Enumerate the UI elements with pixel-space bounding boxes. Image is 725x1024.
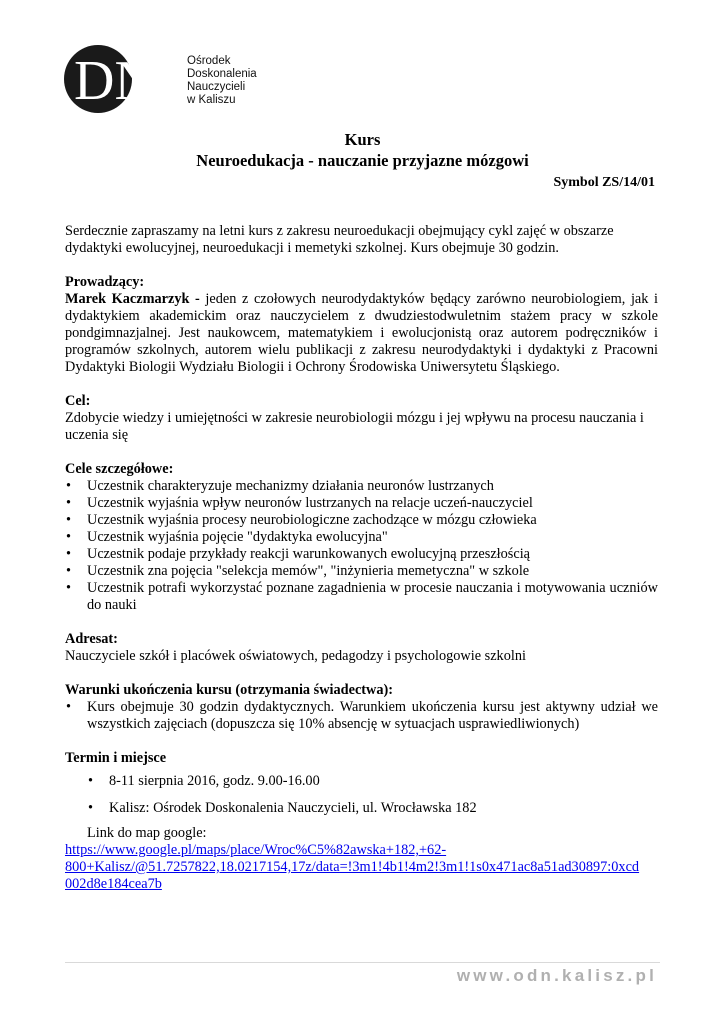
logo-text: [187, 55, 257, 107]
schedule-date: • 8-11 sierpnia 2016, godz. 9.00-16.00: [87, 773, 658, 790]
logo-line: Doskonalenia: [187, 68, 257, 80]
course-title: Neuroedukacja - nauczanie przyjazne mózgowi: [196, 151, 529, 170]
map-label: Link do map google:: [87, 825, 207, 841]
lecturer-name: Marek Kaczmarzyk -: [65, 291, 200, 307]
map-link-line: 800+Kalisz/@51.7257822,18.0217154,17z/data=!3m1!4b1!4m2!3m1!1s0x471ac8a51ad30897:0xcd: [65, 859, 640, 875]
lecturer-bio-text: jeden z czołowych neurodydaktyków będący zarówno neurobiologiem, jak i dydaktykiem akademickim oraz nauczycielem z dwudziestodwuletnim stażem pracy w szkole pondgimnazjalnej. Jest naukowcem, matematykiem i ewolucjonistą oraz autorem podręczników i programów szkolnych, autorem wielu publikacji z zakresu neurodydaktyki i dydaktyki z Pracowni Dydaktyki Biologii Wydziału Biologii i Ochrony Środowiska Uniwersytetu Śląskiego.: [65, 291, 658, 375]
completion-list: [65, 699, 658, 733]
detailed-goals-heading: Cele szczegółowe:: [65, 461, 174, 477]
list-item: • Uczestnik charakteryzuje mechanizmy działania neuronów lustrzanych: [65, 478, 658, 495]
detailed-goals-section: [65, 461, 658, 614]
logo-line: w Kaliszu: [187, 94, 236, 106]
logo-letter-d: DN: [74, 50, 155, 112]
map-link-line: 002d8e184cea7b: [65, 876, 162, 892]
google-maps-link[interactable]: [65, 842, 658, 893]
document-body: [65, 223, 658, 893]
schedule-section: [65, 750, 658, 893]
detailed-goals-list: [65, 478, 658, 614]
list-item: • Uczestnik wyjaśnia pojęcie "dydaktyka ewolucyjna": [65, 529, 658, 546]
goal-text: Zdobycie wiedzy i umiejętności w zakresie neurobiologii mózgu i jej wpływu na procesu nauczania i uczenia się: [65, 410, 644, 443]
list-item: • Uczestnik zna pojęcia "selekcja memów", "inżynieria memetyczna" w szkole: [65, 563, 658, 580]
map-link-line: https://www.google.pl/maps/place/Wroc%C5%82awska+182,+62-: [65, 842, 447, 858]
intro-paragraph: Serdecznie zapraszamy na letni kurs z zakresu neuroedukacji obejmujący cykl zajęć w obszarze dydaktyki ewolucyjnej, neuroedukacji i memetyki szkolnej. Kurs obejmuje 30 godzin.: [65, 223, 614, 256]
lecturer-heading: Prowadzący:: [65, 274, 145, 290]
footer-divider: [65, 962, 660, 963]
list-item: • Uczestnik wyjaśnia procesy neurobiologiczne zachodzące w mózgu człowieka: [65, 512, 658, 529]
logo-line: Ośrodek: [187, 55, 231, 67]
list-item: • Uczestnik potrafi wykorzystać poznane zagadnienia w procesie nauczania i motywowania uczniów do nauki: [65, 580, 658, 614]
odn-logo: [63, 44, 257, 114]
goal-heading: Cel:: [65, 393, 91, 409]
lecturer-bio: [65, 291, 658, 376]
footer-website[interactable]: www.odn.kalisz.pl: [456, 966, 657, 985]
list-item: • Kurs obejmuje 30 godzin dydaktycznych. Warunkiem ukończenia kursu jest aktywny udział we wszystkich zajęciach (dopuszcza się 10% absencję w sytuacjach usprawiedliwionych): [65, 699, 658, 733]
audience-heading: Adresat:: [65, 631, 118, 647]
schedule-heading: Termin i miejsce: [65, 750, 167, 766]
completion-heading: Warunki ukończenia kursu (otrzymania świadectwa):: [65, 682, 394, 698]
list-item: • Uczestnik podaje przykłady reakcji warunkowanych ewolucyjną przeszłością: [65, 546, 658, 563]
schedule-place: • Kalisz: Ośrodek Doskonalenia Nauczycieli, ul. Wrocławska 182: [87, 800, 658, 817]
audience-text: Nauczyciele szkół i placówek oświatowych, pedagodzy i psychologowie szkolni: [65, 648, 526, 664]
audience-section: [65, 631, 658, 665]
logo-line: Nauczycieli: [187, 81, 246, 93]
course-symbol: Symbol ZS/14/01: [553, 175, 655, 190]
schedule-list: [65, 773, 658, 817]
goal-section: [65, 393, 658, 444]
list-item: • Uczestnik wyjaśnia wpływ neuronów lustrzanych na relacje uczeń-nauczyciel: [65, 495, 658, 512]
course-title-kicker: Kurs: [344, 130, 381, 149]
completion-section: [65, 682, 658, 733]
lecturer-section: [65, 274, 658, 376]
